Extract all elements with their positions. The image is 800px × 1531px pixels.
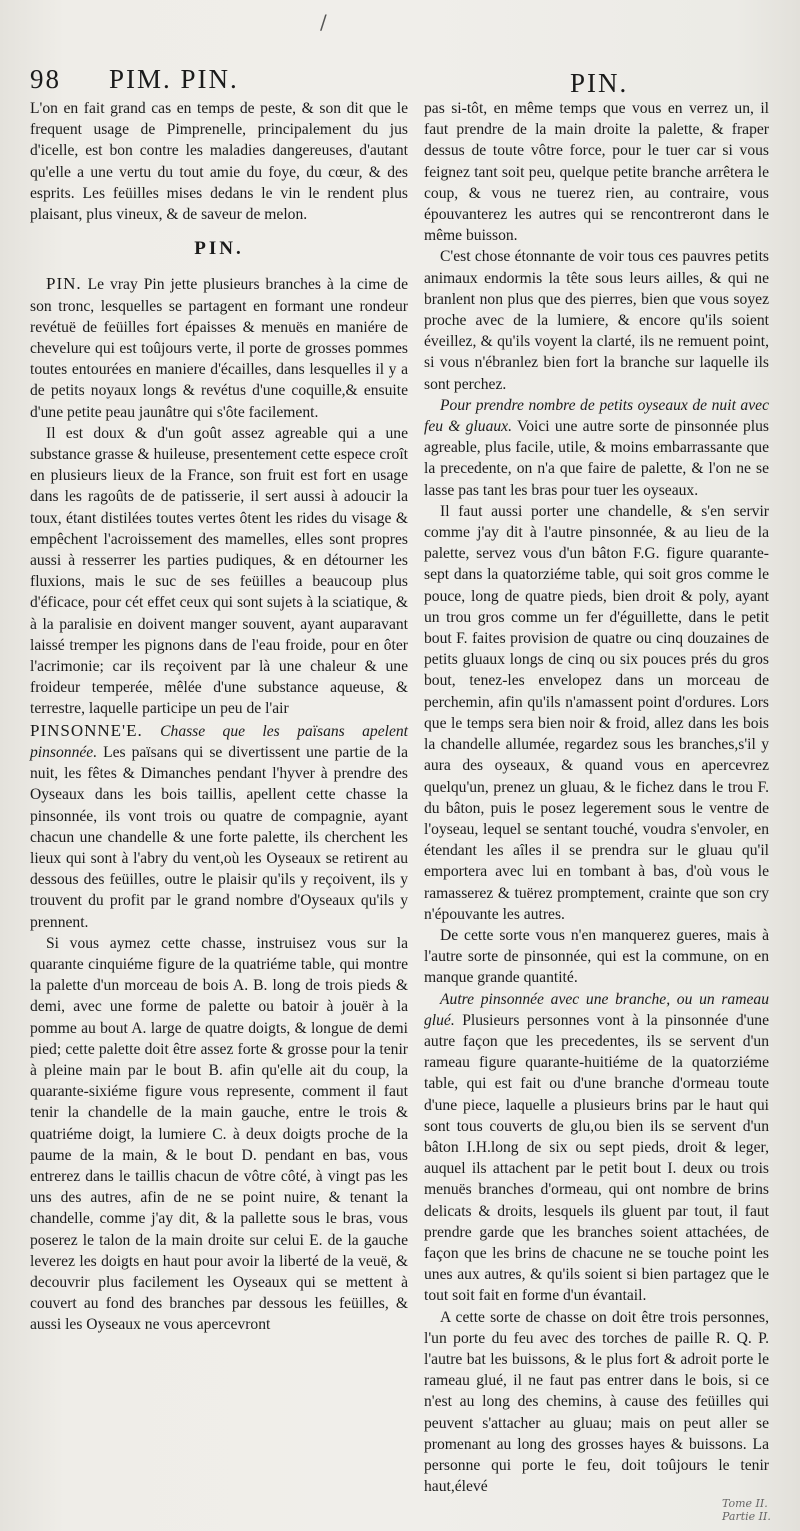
paragraph-pin-uses: Il est doux & d'un goût assez agreable qui a une substance grasse & huileuse, presentement cette espece croît en plusieurs lieux de la France, son fruit est fort en usage dans les ragoûts de de patisserie, il sert aussi à adoucir la toux, étant distilées toutes vertes ôtent les rides du visage & empêchent l'acroissement des mamelles, elles sont propres aussi à resserrer les parties pudiques, & en détourner les fluxions, mais le suc de ses feüilles a beaucoup plus d'éficace, pour cét effet ceux qui sont sujets à la sciatique, & à la paralisie en doivent manger souvent, ayant auparavant laissé tremper les pignons dans de l'eau froide, pour en ôter l'acrimonie; car ils reçoivent par là une chaleur & une froideur temperée, mêlée d'une substance aqueuse, & terrestre, laquelle participe un peu de l'air xyxy=(30,424,408,718)
entry-subtitle-feu-gluaux: Pour prendre nombre de petits oyseaux de nuit avec feu & gluaux. xyxy=(424,396,769,436)
right-running-title: PIN. xyxy=(570,68,629,98)
paragraph-pinsonnee-intro xyxy=(30,720,408,933)
left-running-title: PIM. PIN. xyxy=(109,64,239,94)
entry-subtitle-pinsonnee: Chasse que les païsans apelent pinsonnée. xyxy=(30,722,408,761)
paragraph-palette-instructions: Si vous aymez cette chasse, instruisez vous sur la quarante cinquiéme figure de la quatriéme table, qui montre la palette d'un morceau de bois A. B. long de trois pieds & demi, avec une forme de palette ou batoir à jouër à la pomme au bout A. large de quatre doigts, & longue de demi pied; cette palette doit être assez forte & grosse pour la tenir à pleine main par le bout B. afin qu'elle ait du coup, la quarante-sixiéme figure vous represente, comment il faut tenir la chandelle de la main gauche, entre le trois & quatriéme doigt, la lumiere C. à deux doigts proche de la paume de la main, & le bout D. pendant en bas, vous entrerez dans le taillis chacun de vôtre côté, à vingt pas les uns des autres, afin de ne se point nuire, & tenant la chandelle, comme j'ay dit, & la pallette sous le bras, vous poserez le talon de la main droite sur celui E. de la gauche leverez les doigts en haut pour avoir la liberté de la veuë, & decouvrir plus facilement les Oyseaux qui se mettent à couvert au fond des branches par dessous les feüilles, & aussi les Oyseaux ne vous apercevront xyxy=(30,934,408,1334)
entry-lead-pin: PIN. xyxy=(46,274,82,294)
paragraph-chandelle-baton: Il faut aussi porter une chandelle, & s'en servir comme j'ay dit à l'autre pinsonnée, & au lieu de la palette, servez vous d'un bâton F.G. figure quarante-sept dans la quatorziéme table, qui soit gros comme le pouce, long de quatre pieds, bien droit & poly, ayant un trou gros comme un fer d'éguillette, dans le petit bout F. faites provision de quatre ou cinq douzaines de petits gluaux longs de cinq ou six pouces prés du gros bout, tenez-les envelopez dans un morceau de perchemin, afin qu'ils n'amassent point d'ordures. Lors que le temps sera bien noir & froid, allez dans les bois la chandelle allumée, regardez sous les branches,s'il y aura des oyseaux, & quand vous en apercevrez quelqu'un, prenez un gluau, & le fichez dans le trou F. du bâton, puis le posez legerement sous le ventre de l'oyseau, lequel se sentant touché, voudra s'envoler, en étendant les aîles il se prendra sur le gluau qu'il emportera avec lui en tombant à bas, d'où vous le ramasserez & tuërez promptement, crainte que son cry n'épouvante les autres. xyxy=(424,502,769,923)
left-running-header xyxy=(30,64,410,95)
paragraph-continuation: pas si-tôt, en même temps que vous en verrez un, il faut prendre de la main droite la palette, & fraper dessus de toute vôtre force, pour le tuer car si vous feignez tant soit peu, quelque petite branche arrêtera le coup, & vous ne tuerez rien, au contraire, vous épouvanterez les autres qui se rencontreront dans le même buisson. xyxy=(424,100,769,245)
paragraph-feu-gluaux-text: Voici une autre sorte de pinsonnée plus agreable, plus facile, utile, & moins embarrassante que la precedente, on n'a que faire de palette, & l'on ne se lasse pas tant les bras pour tuer les oyseaux. xyxy=(424,418,769,499)
paragraph-pin-text: Le vray Pin jette plusieurs branches à la cime de son tronc, lesquelles se partagent en formant une rondeur revétuë de feüilles fort épaisses & menuës en maniére de chevelure qui est toûjours verte, il porte de grosses pommes toutes entourées en maniere d'écailles, dans lesquelles il y a de petits noyaux longs & revétus d'une coquille,& ensuite d'une petite peau jaunâtre qui s'ôte facilement. xyxy=(30,276,408,421)
paragraph-rameau-glue-text: Plusieurs personnes vont à la pinsonnée d'une autre façon que les precedentes, ils se servent d'un rameau figure quarante-huitiéme de la quatorziéme table, qui est fait ou d'une branche d'ormeau toute d'une piece, laquelle a plusieurs brins par le haut qui sont tous couverts de glu,ou bien ils se servent d'un bâton I.H.long de six ou sept pieds, droit & leger, auquel ils attachent par le petit bout I. deux ou trois menuës branches d'ormeau, qui ont nombre de brins delicats & droits, lesquels ils gluent par tout, il faut prendre garde que les branches soient attachées, de façon que les brins de chacune ne se touche point les unes aux autres, & qu'ils soient si bien partagez que le tout soit fait en forme d'un évantail. xyxy=(424,1011,769,1305)
footer-signature-note: Tome II. Partie II. xyxy=(722,1497,771,1523)
entry-subtitle-rameau-glue: Autre pinsonnée avec une branche, ou un rameau glué. xyxy=(424,990,769,1029)
paragraph-pinsonnee-text: Les païsans qui se divertissent une partie de la nuit, les fêtes & Dimanches pendant l'hyver à prendre des Oyseaux dans les bois taillis, apellent cette chasse la pinsonnée, ils vont trois ou quatre de compagnie, ayant chacun une chandelle & une forte palette, ils cherchent les lieux qui sont à l'abry du vent,où les Oyseaux se retirent au dessous des feüilles, outre le plaisir qu'ils y reçoivent, ils y trouvent du profit par le grand nombre d'Oyseaux qu'ils y prennent. xyxy=(30,743,408,931)
paragraph-sleeping-birds: C'est chose étonnante de voir tous ces pauvres petits animaux endormis la tête sous leurs ailles, & qui ne branlent non plus que des pierres, bien que vous soyez proche avec de la lumiere, & encore qu'ils soient éveillez, & qu'ils voyent la clarté, ils ne remuent point, si vous n'ébranlez bien fort la branche sur laquelle ils sont perchez. xyxy=(424,248,769,393)
right-column xyxy=(424,98,769,1497)
left-column xyxy=(30,98,408,1336)
paragraph-pin-description xyxy=(30,273,408,422)
paragraph-feu-gluaux xyxy=(424,395,769,501)
entry-lead-pinsonnee: PINSONNE'E. xyxy=(30,720,143,740)
paragraph-rameau-glue xyxy=(424,989,769,1307)
paragraph-trois-personnes: A cette sorte de chasse on doit être trois personnes, l'un porte du feu avec des torches de paille R. Q. P. l'autre bat les buissons, & le plus fort & adroit porte le rameau glué, il ne faut pas entrer dans le bois, si ce n'est au long des chemins, à cause des feüilles qui peuvent s'attacher au gluau; mais on peut aller se promenant au long des grosses hayes & buissons. La personne qui porte le feu, doit toûjours le tenir haut,élevé xyxy=(424,1308,769,1496)
paragraph-pimprenelle-end: L'on en fait grand cas en temps de peste, & son dit que le frequent usage de Pimprenelle, principalement du jus d'icelle, est bon contre les maladies dangereuses, d'autant qu'elle a une vertu du tout amie du foye, du cœur, & des esprits. Les feüilles mises dedans le vin le rendent plus plaisant, plus vineux, & de saveur de melon. xyxy=(30,100,408,224)
page-number: 98 xyxy=(30,64,61,94)
top-mark: / xyxy=(320,10,327,34)
section-heading-pin: PIN. xyxy=(194,238,244,260)
paragraph-manquerez: De cette sorte vous n'en manquerez gueres, mais à l'autre sorte de pinsonnée, qui est la commune, on en manque grande quantité. xyxy=(424,926,769,987)
